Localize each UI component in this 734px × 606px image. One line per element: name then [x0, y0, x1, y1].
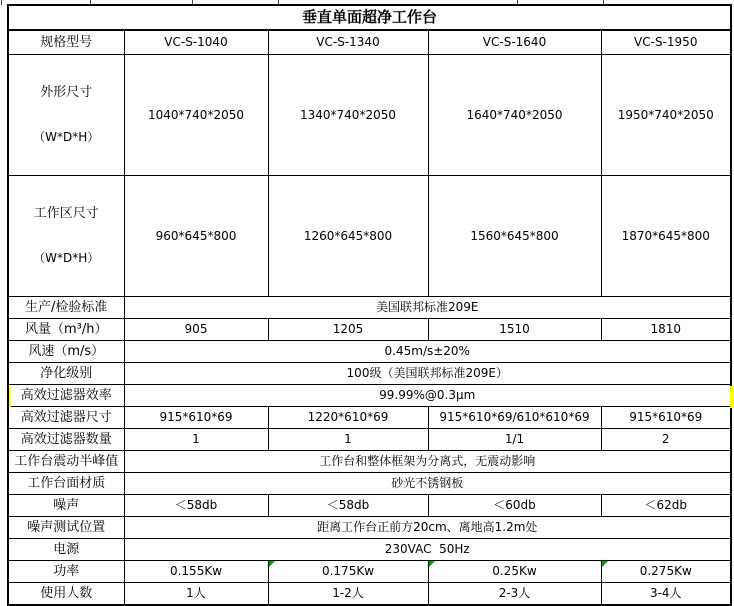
row-label: 噪声: [8, 495, 124, 517]
value-cell: 1040*740*2050: [124, 55, 268, 176]
row-label-line1: 外形尺寸: [40, 85, 93, 100]
merged-value-cell: 230VAC 50Hz: [124, 539, 731, 561]
value-cell: 2: [601, 429, 731, 451]
row-label: 风量（m³/h）: [8, 319, 124, 341]
table-title: 垂直单面超净工作台: [8, 5, 731, 30]
row-highlight-right: [730, 386, 734, 408]
table-row: [8, 297, 731, 319]
model-cell: VC-S-1640: [428, 30, 601, 55]
table-row: [8, 451, 731, 473]
spec-table-sheet: [7, 4, 732, 606]
table-row: [8, 5, 731, 30]
row-label: 生产/检验标准: [8, 297, 124, 319]
table-row: [8, 495, 731, 517]
value-cell: ＜58db: [124, 495, 268, 517]
gridline-stub: [1, 0, 2, 5]
row-label: 规格型号: [8, 30, 124, 55]
row-label: 净化级别: [8, 363, 124, 385]
merged-value-cell: 99.99%@0.3μm: [124, 385, 731, 407]
value-cell: ＜58db: [268, 495, 428, 517]
value-cell: 905: [124, 319, 268, 341]
value-cell: 0.25Kw: [428, 561, 601, 583]
merged-value-cell: 距离工作台正前方20cm、离地高1.2m处: [124, 517, 731, 539]
row-label: [8, 55, 124, 176]
row-label: 高效过滤器效率: [8, 385, 124, 407]
table-row: [8, 176, 731, 297]
table-row: [8, 473, 731, 495]
row-label: 工作台面材质: [8, 473, 124, 495]
table-row: [8, 407, 731, 429]
row-label-line2: （W*D*H）: [33, 251, 100, 265]
row-label: 电源: [8, 539, 124, 561]
value-cell: 915*610*69/610*610*69: [428, 407, 601, 429]
value-cell: 1950*740*2050: [601, 55, 731, 176]
row-label: 高效过滤器尺寸: [8, 407, 124, 429]
value-cell: ＜60db: [428, 495, 601, 517]
table-row: [8, 539, 731, 561]
value-cell: 1560*645*800: [428, 176, 601, 297]
table-row: [8, 517, 731, 539]
value-cell: 0.155Kw: [124, 561, 268, 583]
merged-value-cell: 100级（美国联邦标准209E）: [124, 363, 731, 385]
model-cell: VC-S-1950: [601, 30, 731, 55]
row-label: 使用人数: [8, 583, 124, 606]
value-cell: 0.175Kw: [268, 561, 428, 583]
value-cell: ＜62db: [601, 495, 731, 517]
table-row: [8, 341, 731, 363]
merged-value-cell: 美国联邦标准209E: [124, 297, 731, 319]
value-cell: 3-4人: [601, 583, 731, 606]
value-cell: 1340*740*2050: [268, 55, 428, 176]
spec-table: [7, 4, 732, 606]
value-cell: 960*645*800: [124, 176, 268, 297]
row-label: [8, 176, 124, 297]
value-cell: 2-3人: [428, 583, 601, 606]
row-label-line2: （W*D*H）: [33, 130, 100, 144]
value-cell: 1: [124, 429, 268, 451]
value-cell: 915*610*69: [601, 407, 731, 429]
merged-value-cell: 砂光不锈钢板: [124, 473, 731, 495]
model-cell: VC-S-1340: [268, 30, 428, 55]
row-label: 功率: [8, 561, 124, 583]
value-cell: 1/1: [428, 429, 601, 451]
row-label: 风速（m/s）: [8, 341, 124, 363]
value-cell: 1870*645*800: [601, 176, 731, 297]
row-label: 噪声测试位置: [8, 517, 124, 539]
row-label-line1: 工作区尺寸: [33, 206, 99, 221]
merged-value-cell: 工作台和整体框架为分离式，无震动影响: [124, 451, 731, 473]
table-row: [8, 30, 731, 55]
table-row: [8, 583, 731, 606]
table-row: [8, 429, 731, 451]
value-cell: 1810: [601, 319, 731, 341]
value-cell: 1205: [268, 319, 428, 341]
value-cell: 1260*645*800: [268, 176, 428, 297]
value-cell: 1510: [428, 319, 601, 341]
table-row: [8, 561, 731, 583]
table-row: [8, 363, 731, 385]
value-cell: 1-2人: [268, 583, 428, 606]
table-row: [8, 55, 731, 176]
model-cell: VC-S-1040: [124, 30, 268, 55]
value-cell: 915*610*69: [124, 407, 268, 429]
value-cell: 1人: [124, 583, 268, 606]
value-cell: 1220*610*69: [268, 407, 428, 429]
table-row: [8, 385, 731, 407]
merged-value-cell: 0.45m/s±20%: [124, 341, 731, 363]
row-highlight-left: [9, 386, 11, 407]
row-label: 工作台震动半峰值: [8, 451, 124, 473]
value-cell: 1: [268, 429, 428, 451]
row-label: 高效过滤器数量: [8, 429, 124, 451]
value-cell: 0.275Kw: [601, 561, 731, 583]
value-cell: 1640*740*2050: [428, 55, 601, 176]
table-row: [8, 319, 731, 341]
